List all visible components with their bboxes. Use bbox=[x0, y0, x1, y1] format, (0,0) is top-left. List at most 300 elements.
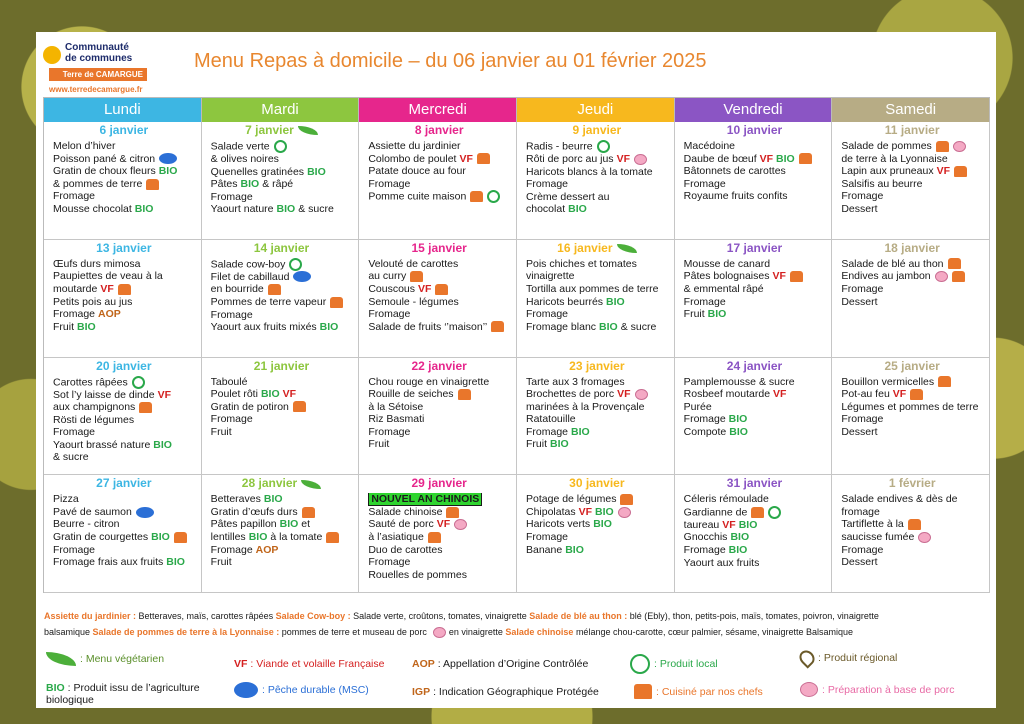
chef-icon bbox=[302, 507, 315, 518]
dish-text: lentilles bbox=[210, 531, 246, 544]
day-cell bbox=[832, 240, 990, 358]
dish-text: & emmental râpé bbox=[683, 282, 764, 295]
dish-text: Fromage bbox=[210, 190, 253, 203]
menu-line bbox=[526, 166, 668, 179]
note-text: balsamique bbox=[44, 627, 93, 637]
dish-text: saucisse fumée bbox=[841, 531, 915, 544]
dish-text: NOUVEL AN CHINOIS bbox=[368, 493, 482, 506]
menu-line bbox=[211, 258, 353, 271]
dish-text: Salade de fruits ‘’maison’’ bbox=[368, 320, 488, 333]
date-label bbox=[368, 241, 510, 256]
dish-text: Fromage bbox=[526, 531, 569, 544]
dish-text: Fromage bbox=[526, 425, 569, 438]
label-vf: VF bbox=[100, 282, 114, 295]
menu-line bbox=[53, 321, 195, 334]
chef-icon bbox=[435, 284, 448, 295]
pig-icon bbox=[634, 154, 647, 165]
local-icon bbox=[768, 506, 781, 519]
menu-line bbox=[368, 493, 510, 506]
chef-icon bbox=[146, 179, 159, 190]
menu-line bbox=[53, 376, 195, 389]
label-bio: BIO bbox=[738, 518, 758, 531]
dish-text: Mousse de canard bbox=[683, 257, 771, 270]
menu-line bbox=[841, 203, 983, 216]
day-cell bbox=[517, 122, 675, 240]
menu-line bbox=[368, 413, 510, 426]
dish-text: Fruit bbox=[210, 425, 232, 438]
menu-line bbox=[211, 556, 353, 569]
label-vf: VF bbox=[616, 153, 630, 165]
dish-text: Fromage bbox=[53, 190, 96, 203]
label-bio: BIO bbox=[595, 505, 614, 518]
menu-line bbox=[841, 413, 983, 426]
menu-line bbox=[841, 165, 983, 178]
menu-line bbox=[368, 531, 510, 544]
date-label bbox=[211, 123, 353, 138]
menu-line bbox=[526, 438, 668, 451]
chef-icon bbox=[908, 519, 921, 530]
day-header-vendredi: Vendredi bbox=[675, 98, 833, 122]
legend-igp: IGP : Indication Géographique Protégée bbox=[412, 686, 599, 698]
day-cell bbox=[44, 122, 202, 240]
menu-line bbox=[526, 140, 668, 153]
day-cell bbox=[517, 475, 675, 593]
label-vf: VF bbox=[418, 282, 432, 295]
logo bbox=[40, 37, 160, 97]
pig-icon bbox=[635, 389, 648, 400]
date-label bbox=[53, 476, 195, 491]
dish-text: Œufs durs mimosa bbox=[53, 257, 141, 270]
menu-line bbox=[684, 493, 826, 506]
dish-text: Salsifis au beurre bbox=[841, 177, 923, 190]
menu-line bbox=[53, 544, 195, 557]
local-icon bbox=[630, 654, 650, 674]
menu-line bbox=[684, 296, 826, 309]
date-label bbox=[368, 476, 510, 491]
dish-text: Semoule - légumes bbox=[368, 295, 459, 308]
menu-line bbox=[684, 413, 826, 426]
note-line bbox=[44, 608, 989, 624]
dish-text: & pommes de terre bbox=[53, 177, 143, 190]
dish-text: Fromage bbox=[683, 177, 726, 190]
menu-line bbox=[368, 308, 510, 321]
dish-text: Fromage bbox=[210, 543, 253, 556]
menu-line bbox=[841, 283, 983, 296]
label-bio: BIO bbox=[728, 413, 748, 426]
label-bio: BIO bbox=[593, 518, 612, 531]
dish-text: Fromage bbox=[841, 543, 884, 556]
menu-line bbox=[526, 283, 668, 296]
chef-icon bbox=[491, 321, 504, 332]
dish-text: Brochettes de porc bbox=[526, 388, 615, 401]
menu-line bbox=[53, 153, 195, 166]
menu-line bbox=[53, 165, 195, 178]
note-term: Assiette du jardinier : bbox=[44, 611, 137, 621]
dish-text: Salade endives & dès de bbox=[841, 493, 958, 506]
label-bio: BIO bbox=[260, 388, 280, 401]
day-cell bbox=[202, 475, 360, 593]
dish-text: Pomme cuite maison bbox=[368, 190, 467, 203]
menu-line bbox=[53, 451, 195, 464]
dish-text: Céleris rémoulade bbox=[683, 493, 769, 506]
dish-text: Yaourt nature bbox=[210, 203, 274, 216]
logo-text: Communauté de communes bbox=[65, 42, 133, 64]
menu-line bbox=[684, 557, 826, 570]
dish-text: Fruit bbox=[210, 556, 232, 569]
dish-text: Chou rouge en vinaigrette bbox=[368, 375, 490, 388]
sun-icon bbox=[43, 46, 61, 64]
note-text: blé (Ebly), thon, petits-pois, maïs, tomates, poivron, vinaigrette bbox=[627, 611, 879, 621]
dish-text: Pot-au feu bbox=[841, 388, 890, 401]
menu-line bbox=[368, 388, 510, 401]
day-header-lundi: Lundi bbox=[44, 98, 202, 122]
date-label bbox=[53, 123, 195, 138]
date-text: 29 janvier bbox=[411, 476, 467, 491]
menu-line bbox=[53, 439, 195, 452]
dish-text: Haricots beurrés bbox=[526, 295, 604, 308]
label-aop: AOP bbox=[98, 308, 121, 321]
menu-line bbox=[211, 166, 353, 179]
note-text: pommes de terre et museau de porc bbox=[279, 627, 430, 637]
label-bio: BIO bbox=[279, 518, 299, 531]
legend-vegetarian: : Menu végétarien bbox=[46, 652, 164, 666]
date-label bbox=[211, 476, 353, 491]
menu-line bbox=[211, 309, 353, 322]
dish-text: Filet de cabillaud bbox=[210, 270, 290, 283]
label-bio: BIO bbox=[166, 556, 185, 569]
chef-icon bbox=[410, 271, 423, 282]
leaf-icon bbox=[298, 126, 318, 135]
date-label bbox=[368, 123, 510, 138]
chef-icon bbox=[799, 153, 812, 164]
dish-text-suffix: & sucre bbox=[620, 320, 657, 333]
date-text: 1 février bbox=[888, 476, 936, 491]
date-label bbox=[684, 359, 826, 374]
dish-text: Fromage bbox=[210, 308, 253, 321]
dish-text: Endives au jambon bbox=[841, 270, 931, 283]
dish-text: & olives noires bbox=[210, 153, 279, 165]
dish-text: Royaume fruits confits bbox=[683, 190, 788, 203]
dish-text: Dessert bbox=[841, 425, 878, 438]
day-cell bbox=[44, 358, 202, 476]
label-vf: VF bbox=[282, 388, 297, 401]
dish-text: Fruit bbox=[53, 320, 74, 333]
dish-text: Velouté de carottes bbox=[368, 257, 459, 270]
dish-text: Fromage bbox=[53, 543, 96, 556]
label-vf: VF bbox=[759, 152, 774, 165]
dish-text: Beurre - citron bbox=[53, 518, 120, 531]
label-bio: BIO bbox=[550, 438, 569, 451]
menu-line bbox=[684, 388, 826, 401]
dish-text: à l’asiatique bbox=[368, 531, 424, 544]
day-cell bbox=[359, 122, 517, 240]
dish-text: Rösti de légumes bbox=[53, 413, 135, 426]
legend-aop: AOP : Appellation d’Origine Contrôlée bbox=[412, 658, 589, 670]
pig-icon bbox=[433, 627, 446, 638]
chef-icon bbox=[326, 532, 339, 543]
dish-text: Ratatouille bbox=[526, 413, 576, 426]
menu-line bbox=[53, 140, 195, 153]
menu-line bbox=[526, 321, 668, 334]
menu-line bbox=[368, 283, 510, 296]
menu-line bbox=[211, 493, 353, 506]
date-label bbox=[526, 123, 668, 138]
menu-line bbox=[211, 283, 353, 296]
menu-line bbox=[526, 493, 668, 506]
date-label bbox=[526, 241, 668, 256]
legend-vf: VF : Viande et volaille Française bbox=[234, 658, 385, 670]
menu-line bbox=[368, 140, 510, 153]
menu-line bbox=[368, 178, 510, 191]
label-bio: BIO bbox=[568, 203, 587, 216]
dish-text-suffix: & sucre bbox=[298, 203, 334, 216]
dish-text: Pizza bbox=[53, 493, 79, 506]
label-vf: VF bbox=[578, 505, 593, 518]
dish-text: Daube de bœuf bbox=[683, 152, 757, 165]
dish-text: Potage de légumes bbox=[526, 493, 617, 506]
dish-text: Fromage bbox=[841, 190, 884, 203]
menu-line bbox=[841, 493, 983, 506]
date-text: 24 janvier bbox=[726, 358, 783, 373]
menu-line bbox=[684, 426, 826, 439]
dish-text: Dessert bbox=[841, 202, 878, 215]
dish-text: Gratin de potiron bbox=[210, 400, 289, 413]
menu-line bbox=[368, 190, 510, 203]
dish-text: Couscous bbox=[368, 282, 416, 295]
label-bio: BIO bbox=[776, 152, 795, 165]
day-cell bbox=[675, 122, 833, 240]
menu-line bbox=[211, 376, 353, 389]
legend-msc: : Pêche durable (MSC) bbox=[234, 682, 369, 698]
dish-text: Fromage bbox=[841, 282, 884, 295]
chef-icon bbox=[470, 191, 483, 202]
menu-line bbox=[684, 519, 826, 532]
menu-line bbox=[841, 388, 983, 401]
menu-line bbox=[368, 296, 510, 309]
dish-text: en bourride bbox=[210, 283, 264, 296]
menu-line bbox=[526, 518, 668, 531]
menu-line bbox=[841, 556, 983, 569]
menu-line bbox=[53, 308, 195, 321]
label-bio: BIO bbox=[707, 308, 727, 321]
label-bio: BIO bbox=[240, 178, 260, 191]
menu-line bbox=[841, 401, 983, 414]
dish-text: Fromage bbox=[368, 177, 411, 190]
dish-text: Fromage bbox=[841, 413, 884, 426]
menu-line bbox=[684, 270, 826, 283]
menu-line bbox=[684, 178, 826, 191]
date-text: 27 janvier bbox=[96, 476, 152, 491]
date-label bbox=[841, 241, 983, 256]
notes bbox=[44, 608, 989, 640]
label-bio: BIO bbox=[77, 320, 96, 333]
menu-line bbox=[526, 270, 668, 283]
dish-text: Tarte aux 3 fromages bbox=[526, 375, 625, 388]
menu-line bbox=[526, 153, 668, 166]
day-header-mardi: Mardi bbox=[202, 98, 360, 122]
date-text: 9 janvier bbox=[572, 123, 622, 137]
date-label bbox=[841, 123, 983, 138]
date-text: 21 janvier bbox=[253, 358, 310, 373]
date-label bbox=[526, 476, 668, 491]
menu-line bbox=[526, 376, 668, 389]
dish-text: Pommes de terre vapeur bbox=[210, 295, 327, 308]
menu-line bbox=[684, 165, 826, 178]
day-cell bbox=[832, 475, 990, 593]
menu-line bbox=[368, 321, 510, 334]
fish-icon bbox=[159, 153, 177, 164]
dish-text: marinées à la Provençale bbox=[526, 400, 645, 413]
label-vf: VF bbox=[157, 388, 171, 401]
menu-line bbox=[684, 308, 826, 321]
leaf-icon bbox=[301, 480, 321, 489]
dish-text-suffix: et bbox=[301, 518, 311, 531]
chef-icon bbox=[174, 532, 187, 543]
menu-line bbox=[211, 413, 353, 426]
dish-text: Rouille de seiches bbox=[368, 388, 454, 401]
dish-text: Salade de blé au thon bbox=[841, 257, 944, 270]
chef-icon bbox=[910, 389, 923, 400]
dish-text: Betteraves bbox=[210, 493, 261, 506]
menu-line bbox=[526, 401, 668, 414]
dish-text: Tartiflette à la bbox=[841, 518, 904, 531]
chef-icon bbox=[330, 297, 343, 308]
chef-icon bbox=[268, 284, 281, 295]
menu-line bbox=[368, 506, 510, 519]
day-cell bbox=[832, 358, 990, 476]
date-label bbox=[526, 359, 668, 374]
dish-text-suffix: & râpé bbox=[262, 178, 294, 191]
chef-icon bbox=[118, 284, 131, 295]
date-text: 31 janvier bbox=[726, 476, 783, 491]
menu-line bbox=[211, 296, 353, 309]
dish-text: Yaourt aux fruits mixés bbox=[210, 321, 317, 334]
menu-line bbox=[211, 426, 353, 439]
dish-text: Yaourt aux fruits bbox=[683, 556, 760, 569]
dish-text: Fromage bbox=[210, 413, 253, 426]
dish-text: Rôti de porc au jus bbox=[526, 153, 614, 165]
fish-icon bbox=[293, 271, 311, 282]
menu-line bbox=[368, 153, 510, 166]
day-cell bbox=[202, 240, 360, 358]
menu-line bbox=[684, 283, 826, 296]
date-text: 15 janvier bbox=[411, 240, 467, 255]
dish-text: Fromage bbox=[53, 426, 96, 439]
chef-icon bbox=[620, 494, 633, 505]
chef-icon bbox=[751, 507, 764, 518]
day-cell bbox=[44, 475, 202, 593]
dish-text: Dessert bbox=[841, 295, 878, 308]
legend-chef: : Cuisiné par nos chefs bbox=[634, 684, 763, 699]
pig-icon bbox=[800, 682, 818, 697]
dish-text: Poulet rôti bbox=[210, 388, 258, 401]
dish-text: Bouillon vermicelles bbox=[841, 375, 935, 388]
dish-text: Banane bbox=[526, 543, 563, 556]
dish-text-suffix: à la tomate bbox=[270, 531, 323, 544]
menu-line bbox=[53, 518, 195, 531]
dish-text: Sauté de porc bbox=[368, 518, 434, 531]
dish-text: Rosbeef moutarde bbox=[683, 388, 771, 401]
dish-text: Chipolatas bbox=[526, 505, 576, 518]
menu-line bbox=[684, 544, 826, 557]
date-label bbox=[684, 123, 826, 138]
menu-line bbox=[211, 191, 353, 204]
date-label bbox=[684, 476, 826, 491]
label-bio: BIO bbox=[606, 295, 625, 308]
dish-text: Melon d’hiver bbox=[53, 140, 116, 152]
menu-line bbox=[526, 178, 668, 191]
date-text: 6 janvier bbox=[99, 123, 149, 137]
label-bio: BIO bbox=[263, 493, 283, 506]
label-vf: VF bbox=[773, 388, 787, 401]
dish-text: Colombo de poulet bbox=[368, 152, 457, 165]
dish-text: Rouelles de pommes bbox=[368, 568, 467, 581]
dish-text: Purée bbox=[683, 400, 712, 413]
menu-line bbox=[53, 389, 195, 402]
date-text: 8 janvier bbox=[414, 123, 464, 137]
dish-text: Gnocchis bbox=[683, 531, 728, 544]
note-term: Salade de pommes de terre à la Lyonnaise : bbox=[92, 627, 280, 637]
menu-line bbox=[211, 140, 353, 153]
dish-text: & sucre bbox=[53, 451, 89, 464]
day-cell bbox=[202, 122, 360, 240]
pig-icon bbox=[953, 141, 966, 152]
menu-line bbox=[841, 153, 983, 166]
pig-icon bbox=[935, 271, 948, 282]
date-label bbox=[211, 359, 353, 374]
label-bio: BIO bbox=[730, 531, 750, 544]
local-icon bbox=[289, 258, 302, 271]
dish-text: à la Sétoise bbox=[368, 400, 424, 413]
menu-line bbox=[841, 531, 983, 544]
chef-icon bbox=[936, 141, 949, 152]
dish-text: Sot l’y laisse de dinde bbox=[53, 388, 155, 401]
label-bio: BIO bbox=[729, 425, 748, 438]
menu-line bbox=[368, 438, 510, 451]
menu-line bbox=[53, 426, 195, 439]
dish-text: Pâtes bbox=[210, 178, 238, 191]
day-cell bbox=[517, 240, 675, 358]
menu-line bbox=[53, 556, 195, 569]
dish-text: Fromage bbox=[683, 413, 726, 426]
menu-line bbox=[211, 506, 353, 519]
menu-line bbox=[841, 178, 983, 191]
day-cell bbox=[359, 240, 517, 358]
dish-text: Fruit bbox=[683, 308, 705, 321]
label-vf: VF bbox=[722, 518, 736, 531]
menu-line bbox=[53, 283, 195, 296]
menu-line bbox=[53, 506, 195, 519]
menu-line bbox=[526, 191, 668, 204]
menu-line bbox=[841, 376, 983, 389]
menu-sheet bbox=[36, 32, 996, 708]
menu-line bbox=[684, 140, 826, 153]
day-cell bbox=[359, 475, 517, 593]
label-vf: VF bbox=[892, 388, 907, 401]
dish-text: Crème dessert au bbox=[526, 190, 610, 203]
note-text: mélange chou-carotte, cœur palmier, sésame, vinaigrette Balsamique bbox=[573, 627, 854, 637]
dish-text: Salade de pommes bbox=[841, 140, 932, 152]
label-bio: BIO bbox=[158, 165, 178, 178]
menu-line bbox=[841, 270, 983, 283]
chef-icon bbox=[634, 684, 652, 699]
label-bio: BIO bbox=[151, 531, 170, 544]
dish-text: Compote bbox=[683, 425, 727, 438]
label-bio: BIO bbox=[307, 165, 326, 178]
dish-text: Fromage bbox=[53, 308, 96, 321]
menu-line bbox=[526, 203, 668, 216]
menu-line bbox=[211, 153, 353, 166]
